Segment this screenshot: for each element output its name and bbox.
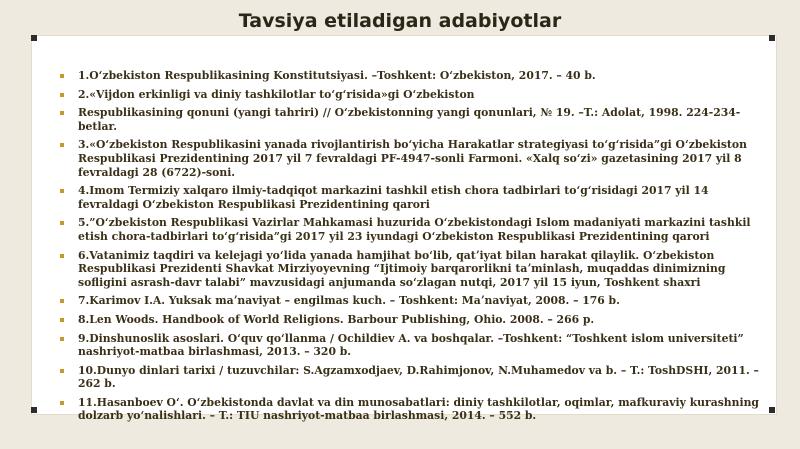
item-text: 3.«Oʻzbekiston Respublikasini yanada rivojlantirish boʻyicha Harakatlar strategiyasi toʻgʻrisida”gi Oʻzbekiston Respublikasi Prezidentining 2017 yil 7 fevraldagi PF-4947-sonli Farmoni. «Xalq soʻzi» gazetasining 2017 yil 8 fevraldagi 28 (6722)-soni. [78,138,747,179]
item-text: 7.Karimov I.A. Yuksak maʼnaviyat – engilmas kuch. – Toshkent: Maʼnaviyat, 2008. – 176 b. [78,294,620,308]
item-text: 11.Hasanboev Oʻ. Oʻzbekistonda davlat va din munosabatlari: diniy tashkilotlar, oqimlar, mafkuraviy kurashning dolzarb yoʻnalishlari. – T.: TIU nashriyot-matbaa birlashmasi, 2014. – 552 b. [78,395,759,423]
reference-list [60,69,770,428]
corner-mark-top-right [769,35,775,41]
list-item [60,294,770,308]
list-item [60,249,770,290]
item-text: 9.Dinshunoslik asoslari. Oʻquv qoʻllanma / Ochildiev A. va boshqalar. –Toshkent: “Toshkent islom universiteti” nashriyot-matbaa birlashmasi, 2013. – 320 b. [78,331,744,359]
item-text: 4.Imom Termiziy xalqaro ilmiy-tadqiqot markazini tashkil etish chora tadbirlari toʻgʻrisidagi 2017 yil 14 fevraldagi Oʻzbekiston Respublikasi Prezidentining qarori [78,184,709,211]
bullet-icon [60,111,64,115]
list-item [60,106,770,133]
list-item [60,184,770,211]
list-item [60,216,770,243]
corner-mark-bottom-left [31,407,37,413]
item-text: 8.Len Woods. Handbook of World Religions. Barbour Publishing, Ohio. 2008. – 266 p. [78,312,595,326]
item-text: Respublikasining qonuni (yangi tahriri) // Oʻzbekistonning yangi qonunlari, № 19. –T.: Adolat, 1998. 224-234-betlar. [78,106,741,133]
bullet-icon [60,401,64,405]
item-text: 2.«Vijdon erkinligi va diniy tashkilotlar toʻgʻrisida»gi Oʻzbekiston [78,87,475,101]
corner-mark-top-left [31,35,37,41]
page-title: Tavsiya etiladigan adabiyotlar [238,10,562,32]
list-item [60,332,770,359]
corner-mark-bottom-right [769,407,775,413]
list-item [60,313,770,327]
list-item [60,69,770,83]
item-text: 1.Oʻzbekiston Respublikasining Konstitutsiyasi. –Toshkent: Oʻzbekiston, 2017. – 40 b. [78,69,596,82]
bullet-icon [60,74,64,78]
bullet-icon [60,221,64,225]
bullet-icon [60,143,64,147]
bullet-icon [60,254,64,258]
item-text: 5.”Oʻzbekiston Respublikasi Vazirlar Mahkamasi huzurida Oʻzbekistondagi Islom madaniyati markazini tashkil etish chora-tadbirlari toʻgʻrisida”gi 2017 yil 23 iyundagi Oʻzbekiston Respublikasi Prezidentining qarori [78,216,751,243]
list-item [60,396,770,423]
bullet-icon [60,337,64,341]
bullet-icon [60,93,64,97]
list-item [60,88,770,102]
bullet-icon [60,189,64,193]
content-panel [31,35,777,423]
bullet-icon [60,299,64,303]
list-item [60,364,770,391]
bullet-icon [60,318,64,322]
item-text: 6.Vatanimiz taqdiri va kelejagi yoʻlida yanada hamjihat boʻlib, qatʼiyat bilan harakat qilaylik. Oʻzbekiston Respublikasi Prezidenti Shavkat Mirziyoyevning “Ijtimoiy barqarorlikni taʼminlash, muqaddas dinimizning sofligini asrash-davr talabi” mavzusidagi anjumanda soʻzlagan nutqi, 2017 yil 15 iyun, Toshkent shaxri [78,248,726,289]
bullet-icon [60,369,64,373]
item-text: 10.Dunyo dinlari tarixi / tuzuvchilar: S.Agzamxodjaev, D.Rahimjonov, N.Muhamedov va b. – T.: ToshDSHI, 2011. – 262 b. [78,363,759,391]
list-item [60,138,770,179]
